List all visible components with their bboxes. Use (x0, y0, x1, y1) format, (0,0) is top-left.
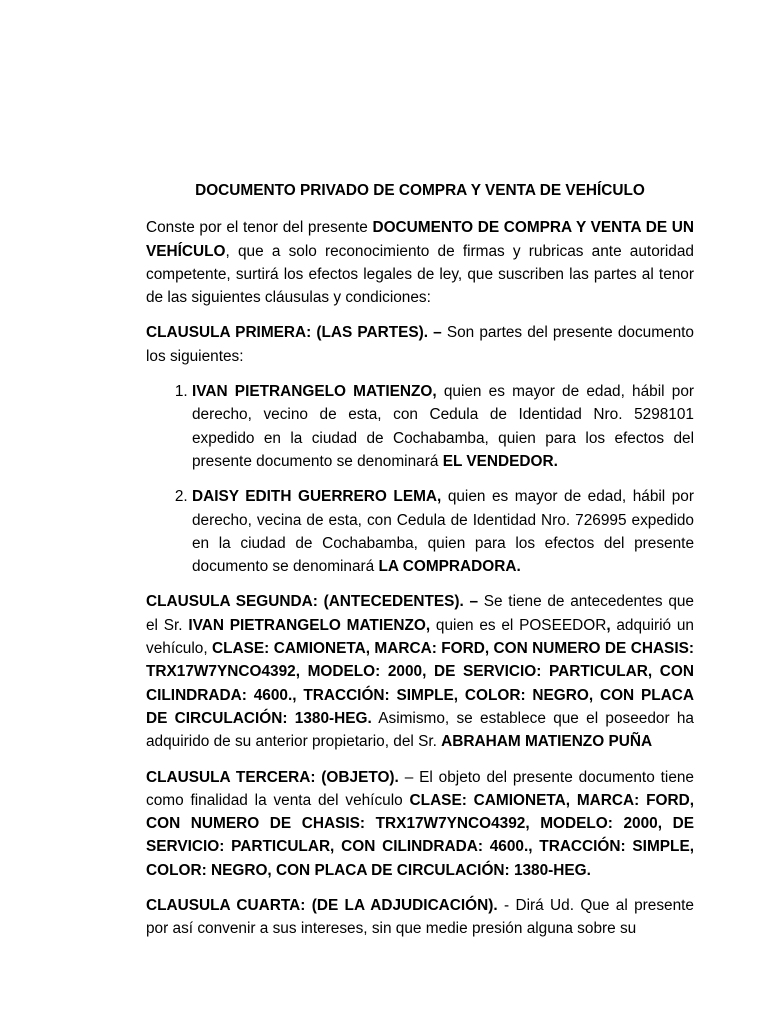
clause-2-previous-owner: ABRAHAM MATIENZO PUÑA (441, 733, 653, 751)
party-role: LA COMPRADORA. (378, 558, 521, 576)
party-description: quien es mayor de edad, hábil por derecho, vecino de esta, con Cedula de Identidad Nro. 5298101 expedido en la ciudad de Cochabamba, quien para los efectos del presente documento se denominará (192, 383, 694, 470)
clause-2-bold-1: IVAN PIETRANGELO MATIENZO, (188, 616, 431, 634)
clause-2-vehicle-details: CLASE: CAMIONETA, MARCA: FORD, CON NUMERO DE CHASIS: TRX17W7YNCO4392, MODELO: 2000, DE SERVICIO: PARTICULAR, CON CILINDRADA: 4600., TRACCIÓN: SIMPLE, COLOR: NEGRO, CON PLACA DE CIRCULACIÓN: 1380-HEG. (146, 640, 694, 727)
intro-text-2: , que a solo reconocimiento de firmas y rubricas ante autoridad competente, surtirá los efectos legales de ley, que suscriben las partes al tenor de las siguientes cláusulas y condiciones: (146, 242, 694, 307)
clause-2-bold-2: , (606, 616, 611, 634)
intro-paragraph (146, 216, 694, 309)
clause-4-paragraph (146, 894, 694, 941)
clause-4-heading: CLAUSULA CUARTA: (DE LA ADJUDICACIÓN). (146, 897, 498, 915)
clause-3-vehicle-details: CLASE: CAMIONETA, MARCA: FORD, CON NUMERO DE CHASIS: TRX17W7YNCO4392, MODELO: 2000, DE SERVICIO: PARTICULAR, CON CILINDRADA: 4600., TRACCIÓN: SIMPLE, COLOR: NEGRO, CON PLACA DE CIRCULACIÓN: 1380-HEG. (146, 791, 694, 879)
clause-1-paragraph (146, 321, 694, 368)
clause-2-text-2: quien es el POSEEDOR (430, 616, 607, 634)
document-body (146, 179, 694, 953)
clause-2-text-3: adquirió un vehículo, (146, 616, 694, 658)
document-title: DOCUMENTO PRIVADO DE COMPRA Y VENTA DE VEHÍCULO (195, 182, 645, 199)
party-item-buyer (192, 485, 694, 578)
clause-1-heading: CLAUSULA PRIMERA: (LAS PARTES). – (146, 324, 442, 342)
clause-2-heading: CLAUSULA SEGUNDA: (ANTECEDENTES). – (146, 593, 479, 611)
clause-4-text: - Dirá Ud. Que al presente por así convenir a sus intereses, sin que medie presión alguna sobre su (146, 897, 694, 938)
intro-bold: DOCUMENTO DE COMPRA Y VENTA DE UN VEHÍCULO (146, 219, 694, 260)
intro-text-1: Conste por el tenor del presente (146, 219, 373, 237)
clause-2-text-4: Asimismo, se establece que el poseedor ha adquirido de su anterior propietario, del Sr. (146, 709, 694, 751)
party-role: EL VENDEDOR. (442, 452, 558, 470)
clause-3-heading: CLAUSULA TERCERA: (OBJETO). (146, 768, 399, 786)
party-description: quien es mayor de edad, hábil por derecho, vecina de esta, con Cedula de Identidad Nro. 726995 expedido en la ciudad de Cochabamba, quien para los efectos del presente documento se denominará (192, 488, 694, 576)
clause-3-text: – El objeto del presente documento tiene como finalidad la venta del vehículo (146, 768, 694, 809)
party-name: IVAN PIETRANGELO MATIENZO, (192, 383, 437, 401)
clause-1-text: Son partes del presente documento los siguientes: (146, 324, 694, 365)
party-item-seller (192, 380, 694, 473)
clause-2-text-1: Se tiene de antecedentes que el Sr. (146, 593, 694, 634)
party-name: DAISY EDITH GUERRERO LEMA, (192, 488, 442, 506)
clause-3-paragraph (146, 766, 694, 882)
parties-list (146, 380, 694, 578)
clause-2-paragraph (146, 590, 694, 753)
